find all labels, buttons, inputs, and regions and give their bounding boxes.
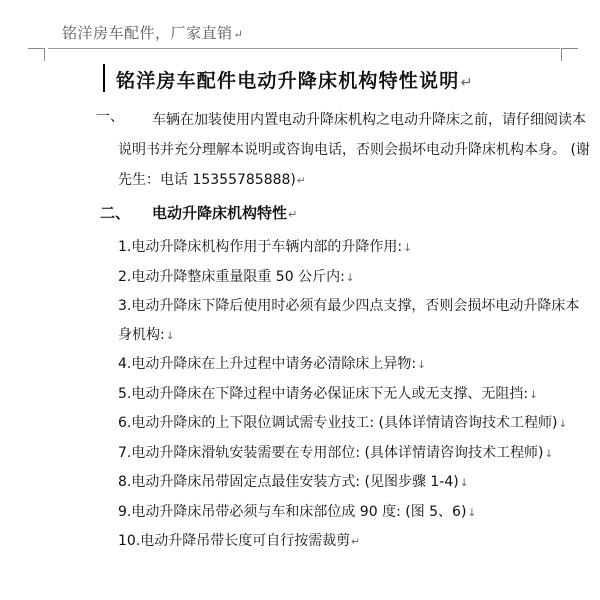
list-item-text: 1.电动升降床机构作用于车辆内部的升降作用: [118,239,403,255]
list-item[interactable] [118,380,588,410]
line-break-icon: ↓ [165,329,175,342]
list-item-text: 7.电动升降床滑轨安装需要在专用部位: (具体详情请咨询技术工程师) [118,444,544,461]
paragraph-mark-icon: ↵ [351,536,361,548]
line-break-icon: ↓ [467,506,477,519]
list-item-text: 10.电动升降吊带长度可自行按需裁剪 [118,533,351,549]
title-text: 铭洋房车配件电动升降床机构特性说明 [116,70,460,92]
section-1-paragraph[interactable] [118,105,590,196]
list-item[interactable] [118,233,588,263]
paragraph-mark-icon: ↵ [233,28,244,41]
list-item-text: 2.电动升降整床重量限重 50 公斤内: [118,268,345,285]
list-item[interactable] [118,350,588,380]
list-item[interactable] [118,468,588,498]
line-break-icon: ↓ [558,418,568,430]
list-item[interactable] [118,263,588,293]
list-item-text: 8.电动升降床吊带固定点最佳安装方式: (见图步骤 1-4) [118,474,459,490]
list-item[interactable] [118,527,588,557]
section-1-number: 一、 [96,109,124,125]
paragraph-mark-icon: ↵ [296,175,306,187]
list-item-text: 5.电动升降床在下降过程中请务必保证床下无人或无支撑、无阻挡: [118,385,529,402]
list-item[interactable] [118,439,588,469]
line-break-icon: ↓ [529,388,538,401]
list-item[interactable] [118,292,588,350]
text-cursor [103,64,105,92]
document-title[interactable] [116,66,474,93]
line-break-icon: ↓ [459,477,469,489]
section-1-text: 车辆在加装使用内置电动升降床机构之电动升降床之前，请仔细阅读本说明书并充分理解本说明或咨询电话，否则会损坏电动升降床机构本身。 (谢先生：电话 15355785888) [118,112,590,188]
feature-list [118,233,588,557]
margin-corner-mark [28,48,45,61]
line-break-icon: ↓ [544,447,554,460]
line-break-icon: ↓ [345,271,355,284]
list-item[interactable] [118,409,588,439]
paragraph-mark-icon: ↵ [460,75,474,91]
list-item-text: 6.电动升降床的上下限位调试需专业技工: (具体详情请咨询技术工程师) [118,415,558,431]
list-item[interactable] [118,498,588,528]
header-divider [48,48,560,49]
list-item-text: 9.电动升降床吊带必须与车和床部位成 90 度: (图 5、6) [118,503,467,520]
list-item-text: 3.电动升降床下降后使用时必须有最少四点支撑，否则会损坏电动升降床本身机构: [118,298,580,343]
list-item-text: 4.电动升降床在上升过程中请务必清除床上异物: [118,356,417,372]
header-text: 铭洋房车配件，厂家直销 [62,24,233,42]
section-2-heading[interactable] [152,202,297,223]
line-break-icon: ↓ [403,242,412,254]
margin-corner-mark [561,48,578,61]
line-break-icon: ↓ [417,359,426,371]
section-2-number: 二、 [100,204,131,222]
paragraph-mark-icon: ↵ [288,208,298,221]
running-header [62,22,243,43]
section-2-title: 电动升降床机构特性 [152,204,288,222]
